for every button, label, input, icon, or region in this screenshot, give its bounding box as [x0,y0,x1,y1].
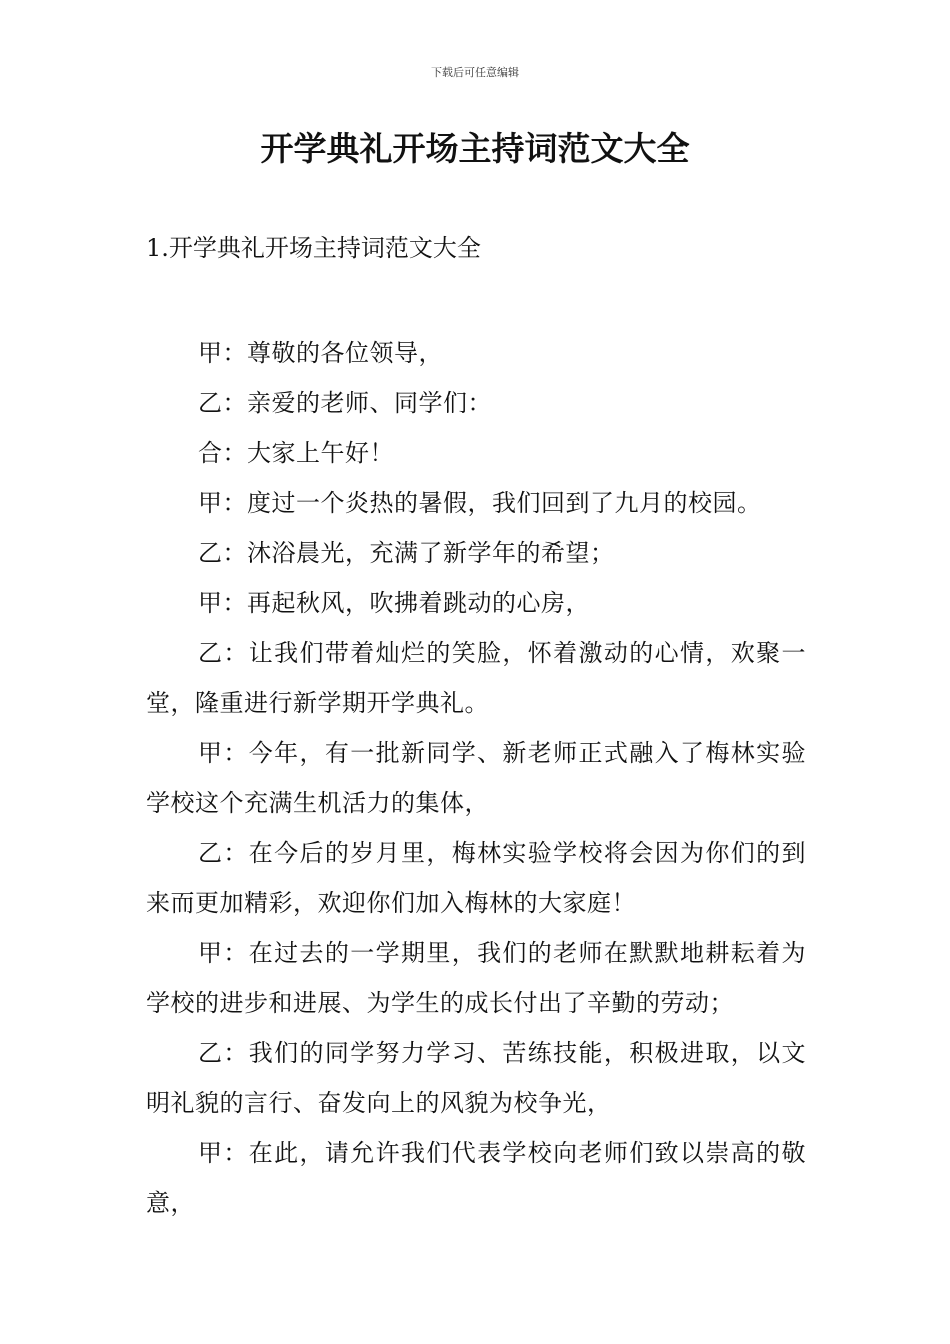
paragraph: 乙：我们的同学努力学习、苦练技能，积极进取，以文明礼貌的言行、奋发向上的风貌为校争光， [146,1039,806,1117]
body-text [146,328,806,1228]
paragraph: 甲：再起秋风，吹拂着跳动的心房， [198,589,590,617]
paragraph: 乙：让我们带着灿烂的笑脸，怀着激动的心情，欢聚一堂，隆重进行新学期开学典礼。 [146,639,806,717]
section-heading: 1.开学典礼开场主持词范文大全 [146,234,481,262]
paragraph: 乙：亲爱的老师、同学们： [198,389,492,417]
paragraph: 乙：沐浴晨光，充满了新学年的希望； [198,539,615,567]
paragraph: 甲：在过去的一学期里，我们的老师在默默地耕耘着为学校的进步和进展、为学生的成长付出了辛勤的劳动； [146,939,806,1017]
document-title: 开学典礼开场主持词范文大全 [260,129,690,168]
paragraph: 乙：在今后的岁月里，梅林实验学校将会因为你们的到来而更加精彩，欢迎你们加入梅林的大家庭！ [146,839,806,917]
paragraph: 甲：尊敬的各位领导， [198,339,443,367]
header-note: 下载后可任意编辑 [431,66,519,79]
paragraph: 合：大家上午好！ [198,439,394,467]
paragraph: 甲：在此，请允许我们代表学校向老师们致以崇高的敬意， [146,1139,806,1217]
paragraph: 甲：度过一个炎热的暑假，我们回到了九月的校园。 [198,489,762,517]
paragraph: 甲：今年，有一批新同学、新老师正式融入了梅林实验学校这个充满生机活力的集体， [146,739,806,817]
